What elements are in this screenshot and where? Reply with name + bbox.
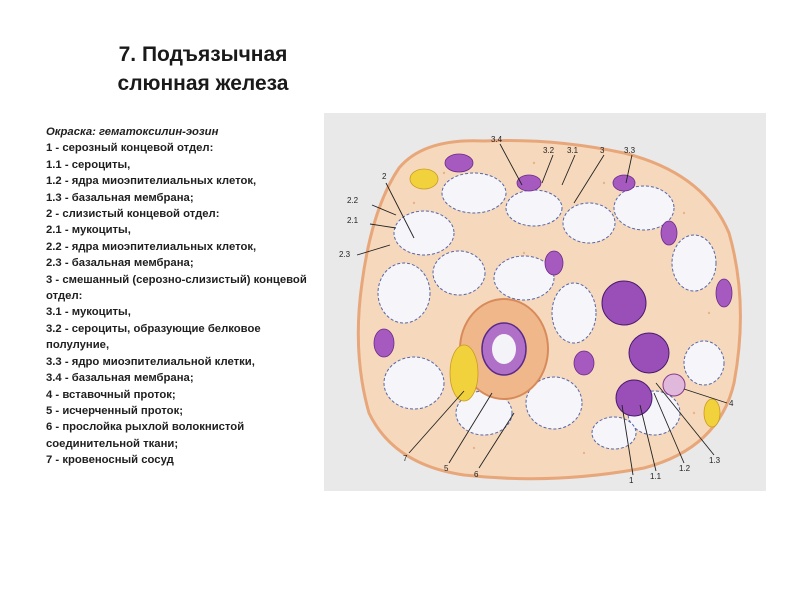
label-2-3: 2.3 (339, 250, 351, 259)
label-3-1: 3.1 (567, 146, 579, 155)
legend-stain: Окраска: гематоксилин-эозин (46, 126, 219, 138)
slide-title (88, 40, 318, 98)
legend-item: 2.2 - ядра миоэпителиальных клеток, (46, 240, 257, 253)
label-2-2: 2.2 (347, 196, 359, 205)
title-line-2: слюнная железа (117, 72, 289, 95)
legend-item: 1.3 - базальная мембрана; (46, 191, 194, 204)
label-7: 7 (403, 454, 408, 463)
legend-item: 1.1 - сероциты, (46, 158, 131, 171)
legend-item: 3.2 - сероциты, образующие белковое полулуние, (46, 322, 261, 352)
label-3-4: 3.4 (491, 135, 503, 144)
legend-item: 6 - прослойка рыхлой волокнистой соединительной ткани; (46, 421, 245, 450)
legend-item: 2 - слизистый концевой отдел: (46, 208, 220, 221)
legend-item: 2.3 - базальная мембрана; (46, 257, 194, 270)
legend-item: 3.1 - мукоциты, (46, 306, 131, 319)
legend-item: 1.2 - ядра миоэпителиальных клеток, (46, 175, 257, 188)
label-1-3: 1.3 (709, 456, 721, 465)
label-3-2: 3.2 (543, 146, 555, 155)
label-1-2: 1.2 (679, 464, 691, 473)
histology-figure (324, 113, 766, 491)
label-1: 1 (629, 476, 634, 485)
intercalated-duct (663, 374, 685, 396)
legend-item: 5 - исчерченный проток; (46, 404, 183, 417)
title-line-1: 7. Подъязычная (118, 43, 288, 66)
legend-item: 7 - кровеносный сосуд (46, 454, 174, 467)
label-5: 5 (444, 464, 449, 473)
histology-drawing (324, 113, 766, 491)
label-3: 3 (600, 146, 605, 155)
label-2-1: 2.1 (347, 216, 359, 225)
legend (46, 124, 326, 469)
legend-item: 4 - вставочный проток; (46, 388, 176, 401)
label-2: 2 (382, 172, 387, 181)
legend-item: 3 - смешанный (серозно-слизистый) концевой отдел: (46, 273, 307, 303)
legend-item: 1 - серозный концевой отдел: (46, 142, 214, 155)
label-3-3: 3.3 (624, 146, 636, 155)
label-6: 6 (474, 470, 479, 479)
legend-item: 3.3 - ядро миоэпителиальной клетки, (46, 355, 255, 368)
legend-item: 3.4 - базальная мембрана; (46, 372, 194, 385)
legend-item: 2.1 - мукоциты, (46, 224, 131, 237)
label-1-1: 1.1 (650, 472, 662, 481)
label-4: 4 (729, 399, 734, 408)
